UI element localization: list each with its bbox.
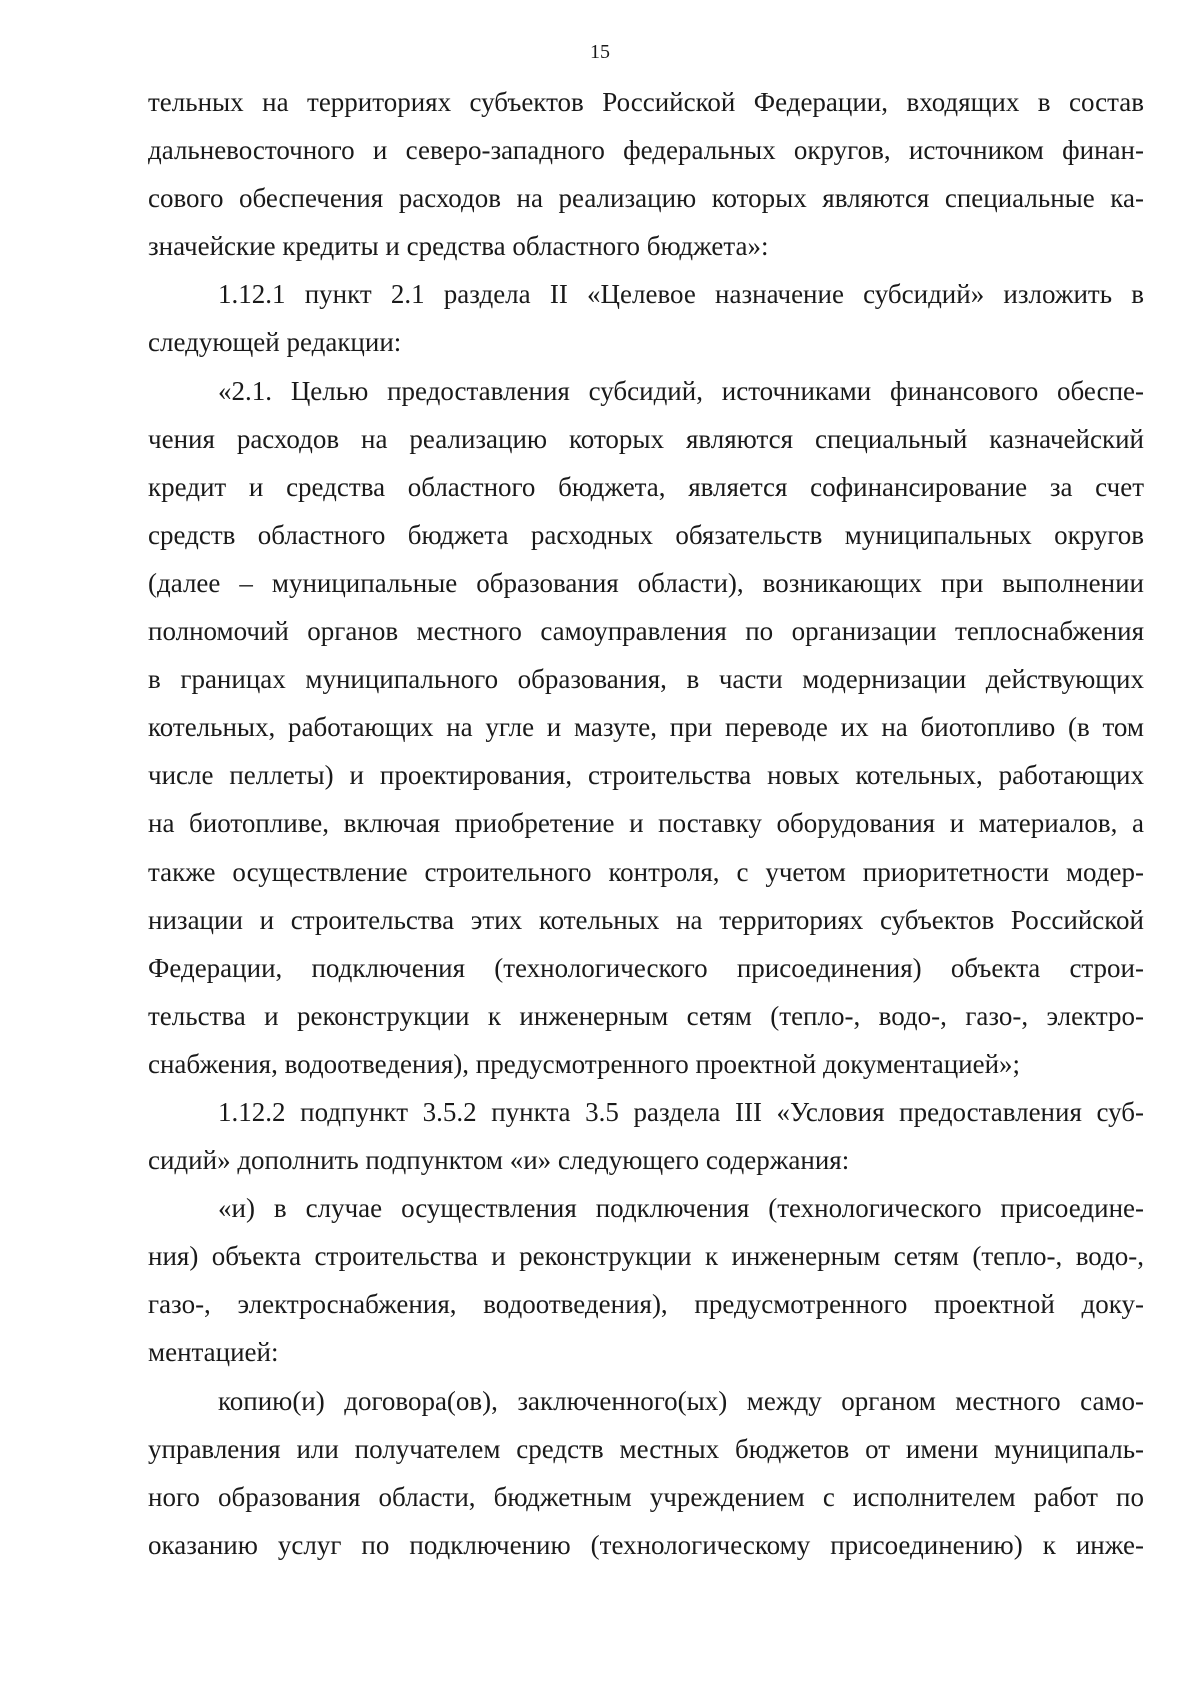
text-line: чения расходов на реализацию которых являются специальный казначейский (148, 423, 1144, 454)
text-line: оказанию услуг по подключению (технологическому присоединению) к инже- (148, 1529, 1144, 1560)
text-line: дальневосточного и северо-западного федеральных округов, источником финан- (148, 135, 1144, 166)
text-line: Федерации, подключения (технологического присоединения) объекта строи- (148, 952, 1144, 983)
text-line: управления или получателем средств местных бюджетов от имени муниципаль- (148, 1433, 1144, 1464)
paragraph-first-line: копию(и) договора(ов), заключенного(ых) между органом местного само- (218, 1385, 1144, 1416)
text-line: значейские кредиты и средства областного бюджета»: (148, 231, 769, 262)
document-body (148, 78, 1144, 1569)
text-line: кредит и средства областного бюджета, является софинансирование за счет (148, 471, 1144, 502)
text-line: сидий» дополнить подпунктом «и» следующего содержания: (148, 1145, 850, 1176)
text-line: тельства и реконструкции к инженерным сетям (тепло-, водо-, газо-, электро- (148, 1000, 1144, 1031)
text-line: ментацией: (148, 1337, 279, 1368)
text-line: средств областного бюджета расходных обязательств муниципальных округов (148, 519, 1144, 550)
text-line: снабжения, водоотведения), предусмотренного проектной документацией»; (148, 1048, 1021, 1079)
text-line: ния) объекта строительства и реконструкции к инженерным сетям (тепло-, водо-, (148, 1241, 1144, 1272)
text-line: тельных на территориях субъектов Российской Федерации, входящих в состав (148, 87, 1144, 117)
paragraph-first-line: «2.1. Целью предоставления субсидий, источниками финансового обеспе- (218, 375, 1144, 406)
text-line: газо-, электроснабжения, водоотведения), предусмотренного проектной доку- (148, 1289, 1144, 1320)
text-line: следующей редакции: (148, 327, 402, 358)
page-number: 15 (590, 41, 610, 63)
text-line: сового обеспечения расходов на реализацию которых являются специальные ка- (148, 183, 1144, 214)
paragraph-first-line: «и) в случае осуществления подключения (технологического присоедине- (218, 1193, 1144, 1224)
text-line: котельных, работающих на угле и мазуте, при переводе их на биотопливо (в том (148, 712, 1144, 743)
text-line: числе пеллеты) и проектирования, строительства новых котельных, работающих (148, 760, 1144, 791)
paragraph-first-line: 1.12.1 пункт 2.1 раздела II «Целевое назначение субсидий» изложить в (218, 279, 1144, 310)
text-line: также осуществление строительного контроля, с учетом приоритетности модер- (148, 856, 1144, 887)
text-line: полномочий органов местного самоуправления по организации теплоснабжения (148, 616, 1144, 647)
text-line: ного образования области, бюджетным учреждением с исполнителем работ по (148, 1481, 1144, 1512)
text-line: в границах муниципального образования, в части модернизации действующих (148, 664, 1144, 695)
text-line: на биотопливе, включая приобретение и поставку оборудования и материалов, а (148, 808, 1144, 839)
text-line: низации и строительства этих котельных на территориях субъектов Российской (148, 904, 1144, 935)
text-line: (далее – муниципальные образования области), возникающих при выполнении (148, 567, 1144, 598)
paragraph-first-line: 1.12.2 подпункт 3.5.2 пункта 3.5 раздела III «Условия предоставления суб- (218, 1096, 1144, 1127)
